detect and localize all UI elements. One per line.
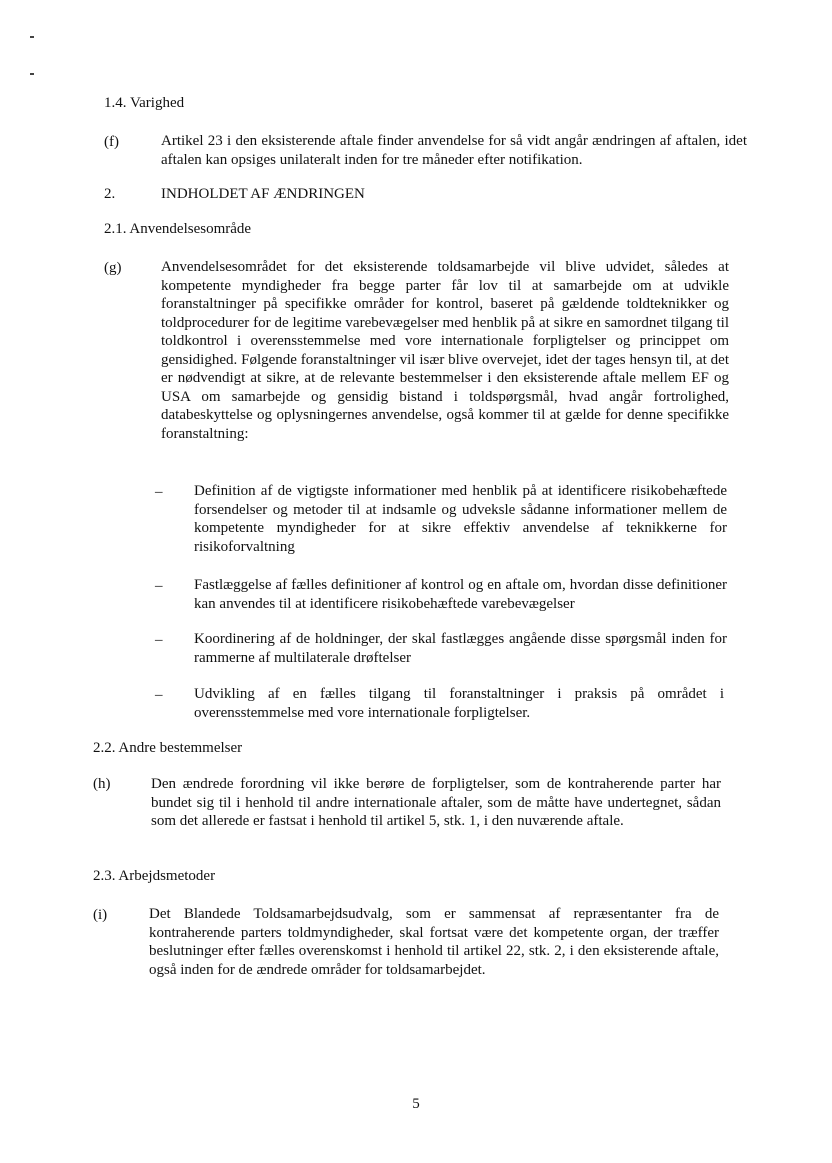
scan-mark [30, 73, 34, 75]
bullet-dash: – [155, 632, 163, 648]
item-label-h: (h) [93, 776, 111, 792]
item-label-f: (f) [104, 134, 119, 150]
bullet-dash: – [155, 578, 163, 594]
bullet-text-4: Udvikling af en fælles tilgang til foranstaltninger i praksis på området i overensstemmelse med vore internationale forpligtelser. [194, 686, 724, 721]
page-number: 5 [412, 1096, 420, 1112]
section-title-2: INDHOLDET AF ÆNDRINGEN [161, 186, 365, 202]
section-heading-2-2: 2.2. Andre bestemmelser [93, 740, 243, 756]
section-heading-2-3: 2.3. Arbejdsmetoder [93, 868, 216, 884]
paragraph-h: Den ændrede forordning vil ikke berøre de forpligtelser, som de kontraherende parter har bundet sig til i henhold til andre internationale aftaler, som de måtte have undertegnet, sådan som det allerede er fastsat i henhold til artikel 5, stk. 1, i den nuværende aftale. [151, 776, 721, 829]
item-label-g: (g) [104, 260, 122, 276]
bullet-text-3: Koordinering af de holdninger, der skal fastlægges angående disse spørgsmål inden for rammerne af multilaterale drøftelser [194, 631, 727, 666]
bullet-text-2: Fastlæggelse af fælles definitioner af kontrol og en aftale om, hvordan disse definitioner kan anvendes til at identificere risikobehæftede varebevægelser [194, 577, 727, 612]
section-heading-1-4: 1.4. Varighed [104, 95, 185, 111]
bullet-dash: – [155, 484, 163, 500]
section-number-2: 2. [104, 186, 116, 202]
scan-mark [30, 36, 34, 38]
item-label-i: (i) [93, 907, 108, 923]
paragraph-f: Artikel 23 i den eksisterende aftale finder anvendelse for så vidt angår ændringen af aftalen, idet aftalen kan opsiges unilateralt inden for tre måneder efter notifikation. [161, 133, 747, 168]
section-heading-2-1: 2.1. Anvendelsesområde [104, 221, 252, 237]
bullet-text-1: Definition af de vigtigste informationer med henblik på at identificere risikobehæftede forsendelser og metoder til at indsamle og udveksle sådanne informationer mellem de kompetente myndigheder for at sikre effektiv anvendelse af teknikkerne for risikoforvaltning [194, 483, 727, 555]
bullet-dash: – [155, 687, 163, 703]
paragraph-i: Det Blandede Toldsamarbejdsudvalg, som er sammensat af repræsentanter fra de kontraherende parters toldmyndigheder, skal fortsat være det kompetente organ, der træffer beslutninger efter fælles overenskomst i henhold til artikel 22, stk. 2, i den eksisterende aftale, også inden for de ændrede områder for toldsamarbejdet. [149, 906, 719, 978]
paragraph-g: Anvendelsesområdet for det eksisterende toldsamarbejde vil blive udvidet, således at kompetente myndigheder fra begge parter får lov til at samarbejde om at udvikle foranstaltninger på specifikke områder for kontrol, baseret på gældende toldteknikker og toldprocedurer for de legitime varebevægelser med henblik på at sikre en samordnet tilgang til toldkontrol i overensstemmelse med vore internationale forpligtelser og princippet om gensidighed. Følgende foranstaltninger vil især blive overvejet, idet der tages hensyn til, at det er nødvendigt at sikre, at de relevante bestemmelser i den eksisterende aftale mellem EF og USA om samarbejde og gensidig bistand i toldspørgsmål, hvad angår fortrolighed, databeskyttelse og oplysningernes anvendelse, også kommer til at gælde for denne specifikke foranstaltning: [161, 259, 729, 442]
